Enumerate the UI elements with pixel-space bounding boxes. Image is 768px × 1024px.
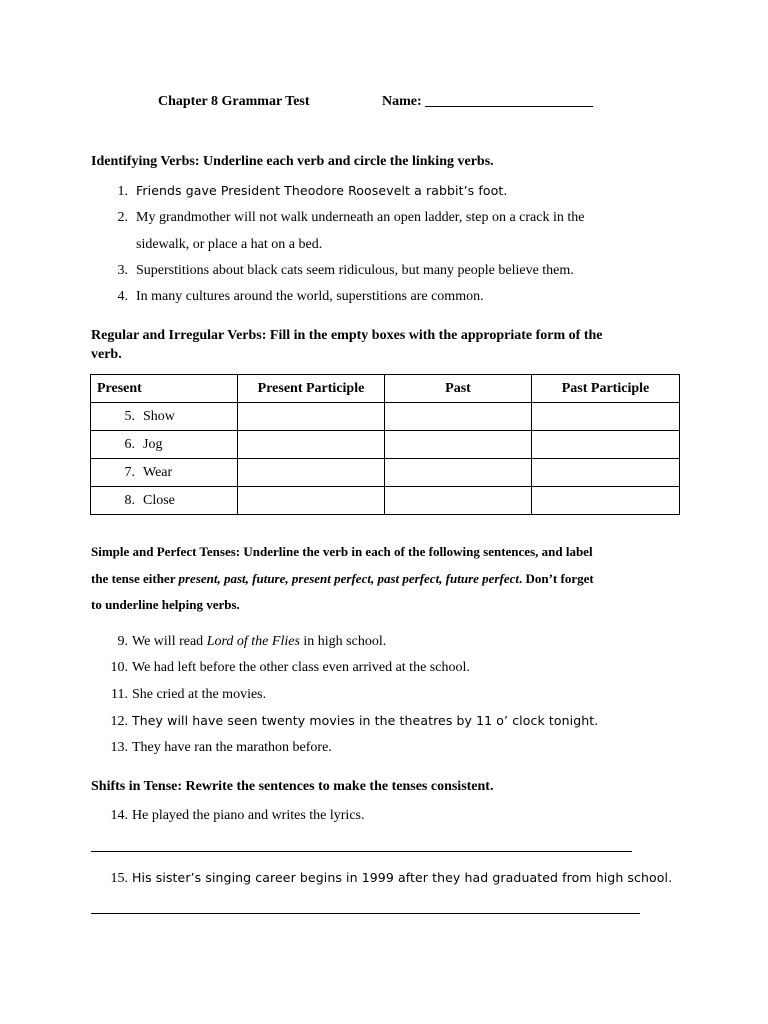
present-cell (91, 403, 238, 431)
page-title: Chapter 8 Grammar Test (158, 94, 310, 109)
verb-text: Wear (143, 464, 173, 480)
verb-text: Close (143, 492, 175, 508)
item-text: She cried at the movies. (132, 687, 267, 702)
list-item (98, 659, 470, 677)
item-number: 6. (124, 436, 135, 452)
answer-cell[interactable] (532, 459, 680, 487)
verb-text: Show (143, 408, 175, 424)
list-item (98, 633, 386, 651)
list-item (106, 288, 484, 306)
table-row (91, 459, 680, 487)
section1-heading: Identifying Verbs: Underline each verb and circle the linking verbs. (91, 154, 494, 169)
answer-cell[interactable] (385, 459, 532, 487)
answer-cell[interactable] (532, 403, 680, 431)
present-cell (91, 431, 238, 459)
list-item (106, 182, 507, 201)
answer-cell[interactable] (385, 487, 532, 515)
item-text: In many cultures around the world, superstitions are common. (136, 289, 484, 304)
tense-options: present, past, future, present perfect, past perfect, future perfect (178, 571, 519, 586)
item-number: 8. (124, 492, 135, 508)
item-number: 2. (117, 210, 128, 225)
section3-heading-cont2: to underline helping verbs. (91, 597, 240, 612)
item-text: We will read (132, 634, 207, 649)
answer-cell[interactable] (532, 431, 680, 459)
item-text-continuation: sidewalk, or place a hat on a bed. (136, 237, 323, 252)
table-row (91, 431, 680, 459)
list-item (98, 686, 266, 704)
item-text: My grandmother will not walk underneath an open ladder, step on a crack in the (136, 210, 585, 225)
list-item (98, 807, 364, 825)
heading-text: the tense either (91, 571, 179, 586)
section2-heading-cont: verb. (91, 347, 122, 362)
present-cell (91, 459, 238, 487)
item-number: 11. (111, 687, 128, 702)
answer-cell[interactable] (385, 403, 532, 431)
item-text: His sister’s singing career begins in 1999 after they had graduated from high school. (132, 870, 673, 885)
item-number: 15. (110, 871, 128, 886)
item-number: 12. (110, 714, 128, 729)
item-text: We had left before the other class even arrived at the school. (132, 660, 470, 675)
item-number: 13. (110, 740, 128, 755)
item-number: 9. (117, 634, 128, 649)
verb-text: Jog (143, 436, 163, 452)
heading-text: . Don’t forget (518, 571, 594, 586)
column-header-past-participle: Past Participle (532, 375, 680, 403)
section2-heading: Regular and Irregular Verbs: Fill in the empty boxes with the appropriate form of the (91, 328, 603, 343)
item-number: 1. (117, 184, 128, 199)
answer-cell[interactable] (238, 431, 385, 459)
item-number: 7. (124, 464, 135, 480)
item-text: Superstitions about black cats seem ridiculous, but many people believe them. (136, 263, 574, 278)
verb-forms-table (90, 374, 680, 515)
table-row (91, 403, 680, 431)
list-item (98, 869, 672, 888)
item-text: in high school. (299, 634, 387, 649)
item-number: 4. (117, 289, 128, 304)
answer-cell[interactable] (532, 487, 680, 515)
list-item (106, 262, 574, 280)
item-number: 5. (124, 408, 135, 424)
present-cell (91, 487, 238, 515)
answer-cell[interactable] (238, 487, 385, 515)
answer-cell[interactable] (385, 431, 532, 459)
section4-heading: Shifts in Tense: Rewrite the sentences to make the tenses consistent. (91, 779, 494, 794)
table-header-row (91, 375, 680, 403)
answer-cell[interactable] (238, 459, 385, 487)
item-number: 14. (110, 808, 128, 823)
name-field-label: Name: ________________________ (382, 94, 594, 109)
item-text: They will have seen twenty movies in the theatres by 11 o’ clock tonight. (132, 713, 599, 728)
answer-line[interactable] (91, 913, 640, 914)
column-header-present: Present (91, 375, 238, 403)
section3-heading: Simple and Perfect Tenses: Underline the verb in each of the following sentences, and label (91, 544, 593, 559)
item-text: Friends gave President Theodore Roosevelt a rabbit’s foot. (136, 183, 508, 198)
answer-cell[interactable] (238, 403, 385, 431)
book-title: Lord of the Flies (206, 634, 300, 649)
answer-line[interactable] (91, 851, 632, 852)
table-row (91, 487, 680, 515)
item-text: He played the piano and writes the lyrics. (132, 808, 365, 823)
list-item (106, 209, 584, 227)
column-header-past: Past (385, 375, 532, 403)
list-item (98, 739, 332, 757)
list-item (98, 712, 598, 731)
section3-heading-cont (91, 570, 594, 588)
item-number: 3. (117, 263, 128, 278)
item-text: They have ran the marathon before. (132, 740, 332, 755)
column-header-present-participle: Present Participle (238, 375, 385, 403)
item-number: 10. (110, 660, 128, 675)
